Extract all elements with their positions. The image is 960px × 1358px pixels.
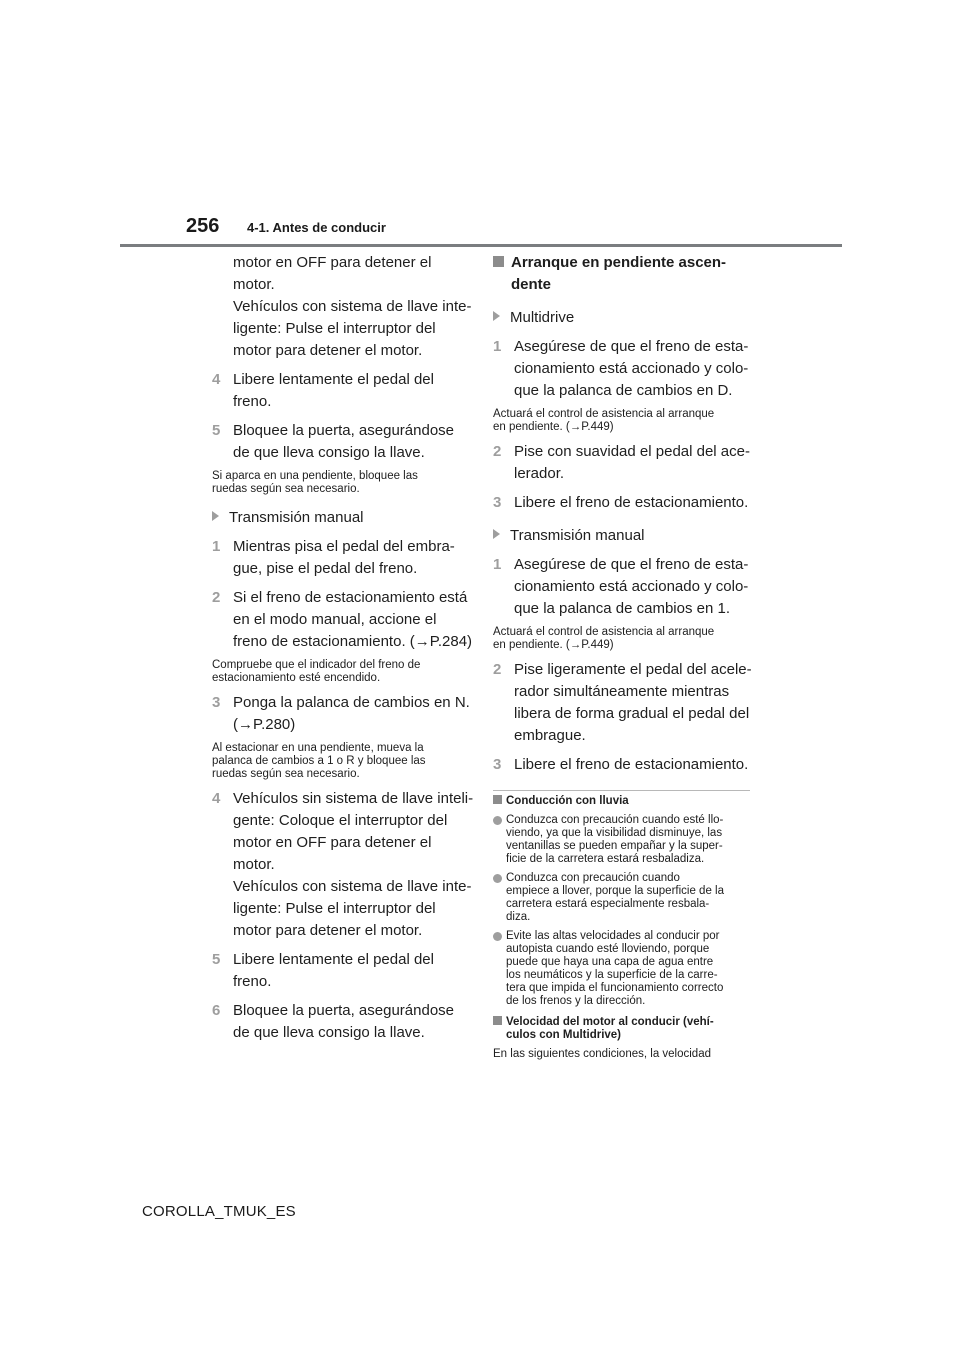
bullet-line: de los frenos y la dirección. — [506, 995, 646, 1007]
speed-heading — [493, 1016, 750, 1042]
heading-text: Velocidad del motor al conducir (vehí- — [506, 1016, 714, 1028]
step-number: 5 — [212, 422, 221, 439]
step-text: freno de estacionamiento. (→P.284) — [233, 633, 473, 650]
text-line: motor. — [233, 276, 275, 293]
bullet-line: ficie de la carretera estará resbaladiza. — [506, 853, 705, 865]
step-text: embrague. — [514, 727, 586, 744]
step-number: 3 — [493, 494, 502, 511]
bullet-line: carretera estará especialmente resbala- — [506, 898, 710, 910]
left-column — [212, 252, 472, 1044]
bullet-item — [493, 872, 750, 924]
right-column — [493, 252, 750, 1061]
step-text: Libere lentamente el pedal del — [233, 371, 434, 388]
square-bullet-icon — [493, 256, 504, 267]
step-text: Bloquee la puerta, asegurándose — [233, 422, 455, 439]
note-line: ruedas según sea necesario. — [212, 768, 360, 780]
step-text: Vehículos sin sistema de llave inteli- — [233, 790, 474, 807]
speed-text: En las siguientes condiciones, la velocidad — [493, 1048, 711, 1060]
step-number: 2 — [493, 443, 502, 460]
multidrive-step-3 — [493, 492, 750, 514]
note-line: estacionamiento esté encendido. — [212, 672, 381, 684]
manual-step-6 — [212, 1000, 472, 1044]
step-text: Pise con suavidad el pedal del ace- — [514, 443, 750, 460]
step-number: 3 — [212, 694, 221, 711]
step-text: Pise ligeramente el pedal del acele- — [514, 661, 752, 678]
bullet-item — [493, 814, 750, 866]
heading-text: Conducción con lluvia — [506, 795, 629, 807]
step-text: motor para detener el motor. — [233, 922, 423, 939]
mode-label — [493, 525, 750, 547]
text-line: motor en OFF para detener el — [233, 254, 432, 271]
text-line: motor para detener el motor. — [233, 342, 423, 359]
step-text: Vehículos con sistema de llave inte- — [233, 878, 472, 895]
circle-bullet-icon — [493, 932, 502, 941]
mode-text: Multidrive — [510, 309, 575, 326]
step-number: 1 — [493, 556, 502, 573]
step-text: Libere el freno de estacionamiento. — [514, 756, 749, 773]
manual-step-1 — [212, 536, 472, 580]
step-text: motor. — [233, 856, 275, 873]
section-divider — [493, 790, 750, 791]
uphill-heading — [493, 252, 750, 296]
step-text: que la palanca de cambios en 1. — [514, 600, 730, 617]
mode-text: Transmisión manual — [229, 509, 364, 526]
step-text: gue, pise el pedal del freno. — [233, 560, 418, 577]
heading-text: dente — [511, 276, 552, 293]
manual-step-4 — [212, 788, 472, 942]
triangle-icon — [212, 511, 219, 521]
triangle-icon — [493, 311, 500, 321]
bullet-line: los neumáticos y la superficie de la carre- — [506, 969, 718, 981]
bullet-line: Conduzca con precaución cuando esté llo- — [506, 814, 724, 826]
step-text: de que lleva consigo la llave. — [233, 444, 425, 461]
note-line: Si aparca en una pendiente, bloquee las — [212, 470, 418, 482]
step-text: cionamiento está accionado y colo- — [514, 360, 749, 377]
step-text: Mientras pisa el pedal del embra- — [233, 538, 455, 555]
circle-bullet-icon — [493, 874, 502, 883]
bullet-line: tera que impida el funcionamiento correcto — [506, 982, 724, 994]
step-5 — [212, 420, 472, 464]
square-bullet-icon — [493, 1016, 502, 1025]
step-number: 1 — [212, 538, 221, 555]
step-text: Asegúrese de que el freno de esta- — [514, 338, 749, 355]
step-text: que la palanca de cambios en D. — [514, 382, 733, 399]
bullet-line: autopista cuando esté lloviendo, porque — [506, 943, 710, 955]
bullet-line: Conduzca con precaución cuando — [506, 872, 680, 884]
continued-step — [212, 252, 472, 362]
step-number: 4 — [212, 371, 221, 388]
text-line: Vehículos con sistema de llave inte- — [233, 298, 472, 315]
step-number: 2 — [493, 661, 502, 678]
bullet-line: empiece a llover, porque la superficie de la — [506, 885, 724, 897]
manual-step-3 — [212, 692, 472, 736]
step-text: libera de forma gradual el pedal del — [514, 705, 750, 722]
bullet-line: ventanillas se pueden empañar y la super- — [506, 840, 723, 852]
bullet-line: viendo, ya que la visibilidad disminuye, las — [506, 827, 723, 839]
step-text: (→P.280) — [233, 716, 296, 733]
note-line: Actuará el control de asistencia al arranque — [493, 626, 715, 638]
step-text: Asegúrese de que el freno de esta- — [514, 556, 749, 573]
step-text: Libere lentamente el pedal del — [233, 951, 434, 968]
step-number: 5 — [212, 951, 221, 968]
step-text: rador simultáneamente mientras — [514, 683, 730, 700]
multidrive-step-1 — [493, 336, 750, 402]
mode-text: Transmisión manual — [510, 527, 645, 544]
bullet-line: Evite las altas velocidades al conducir por — [506, 930, 720, 942]
note — [212, 470, 472, 496]
section-title: 4-1. Antes de conducir — [247, 220, 386, 235]
step-text: freno. — [233, 973, 272, 990]
step-text: Libere el freno de estacionamiento. — [514, 494, 749, 511]
step-text: de que lleva consigo la llave. — [233, 1024, 425, 1041]
step-text: lerador. — [514, 465, 565, 482]
note-line: Al estacionar en una pendiente, mueva la — [212, 742, 424, 754]
heading-text: culos con Multidrive) — [506, 1029, 622, 1041]
square-bullet-icon — [493, 795, 502, 804]
note — [212, 742, 472, 781]
heading-text: Arranque en pendiente ascen- — [511, 254, 727, 271]
note-line: en pendiente. (→P.449) — [493, 421, 614, 433]
footer-code: COROLLA_TMUK_ES — [142, 1203, 296, 1220]
step-text: motor en OFF para detener el — [233, 834, 432, 851]
circle-bullet-icon — [493, 816, 502, 825]
note-line: palanca de cambios a 1 o R y bloquee las — [212, 755, 426, 767]
note — [493, 626, 750, 652]
step-number: 1 — [493, 338, 502, 355]
text-line: ligente: Pulse el interruptor del — [233, 320, 436, 337]
step-text: gente: Coloque el interruptor del — [233, 812, 448, 829]
step-text: en el modo manual, accione el — [233, 611, 437, 628]
step-text: Bloquee la puerta, asegurándose — [233, 1002, 455, 1019]
bullet-item — [493, 930, 750, 1008]
step-number: 4 — [212, 790, 221, 807]
note — [493, 408, 750, 434]
header-rule — [120, 244, 842, 247]
step-text: cionamiento está accionado y colo- — [514, 578, 749, 595]
manual-uphill-step-2 — [493, 659, 750, 747]
mode-label — [212, 507, 472, 529]
manual-uphill-step-3 — [493, 754, 750, 776]
note-line: ruedas según sea necesario. — [212, 483, 360, 495]
rain-heading — [493, 795, 750, 808]
triangle-icon — [493, 529, 500, 539]
step-number: 6 — [212, 1002, 221, 1019]
manual-uphill-step-1 — [493, 554, 750, 620]
note-line: en pendiente. (→P.449) — [493, 639, 614, 651]
note — [212, 659, 472, 685]
step-4 — [212, 369, 472, 413]
step-number: 2 — [212, 589, 221, 606]
step-text: Ponga la palanca de cambios en N. — [233, 694, 470, 711]
step-number: 3 — [493, 756, 502, 773]
step-text: freno. — [233, 393, 272, 410]
bullet-line: diza. — [506, 911, 531, 923]
step-text: ligente: Pulse el interruptor del — [233, 900, 436, 917]
bullet-line: puede que haya una capa de agua entre — [506, 956, 714, 968]
step-text: Si el freno de estacionamiento está — [233, 589, 468, 606]
manual-step-5 — [212, 949, 472, 993]
page-number: 256 — [186, 215, 220, 237]
mode-label — [493, 307, 750, 329]
note-line: Actuará el control de asistencia al arranque — [493, 408, 715, 420]
multidrive-step-2 — [493, 441, 750, 485]
manual-step-2 — [212, 587, 472, 653]
note-line: Compruebe que el indicador del freno de — [212, 659, 421, 671]
